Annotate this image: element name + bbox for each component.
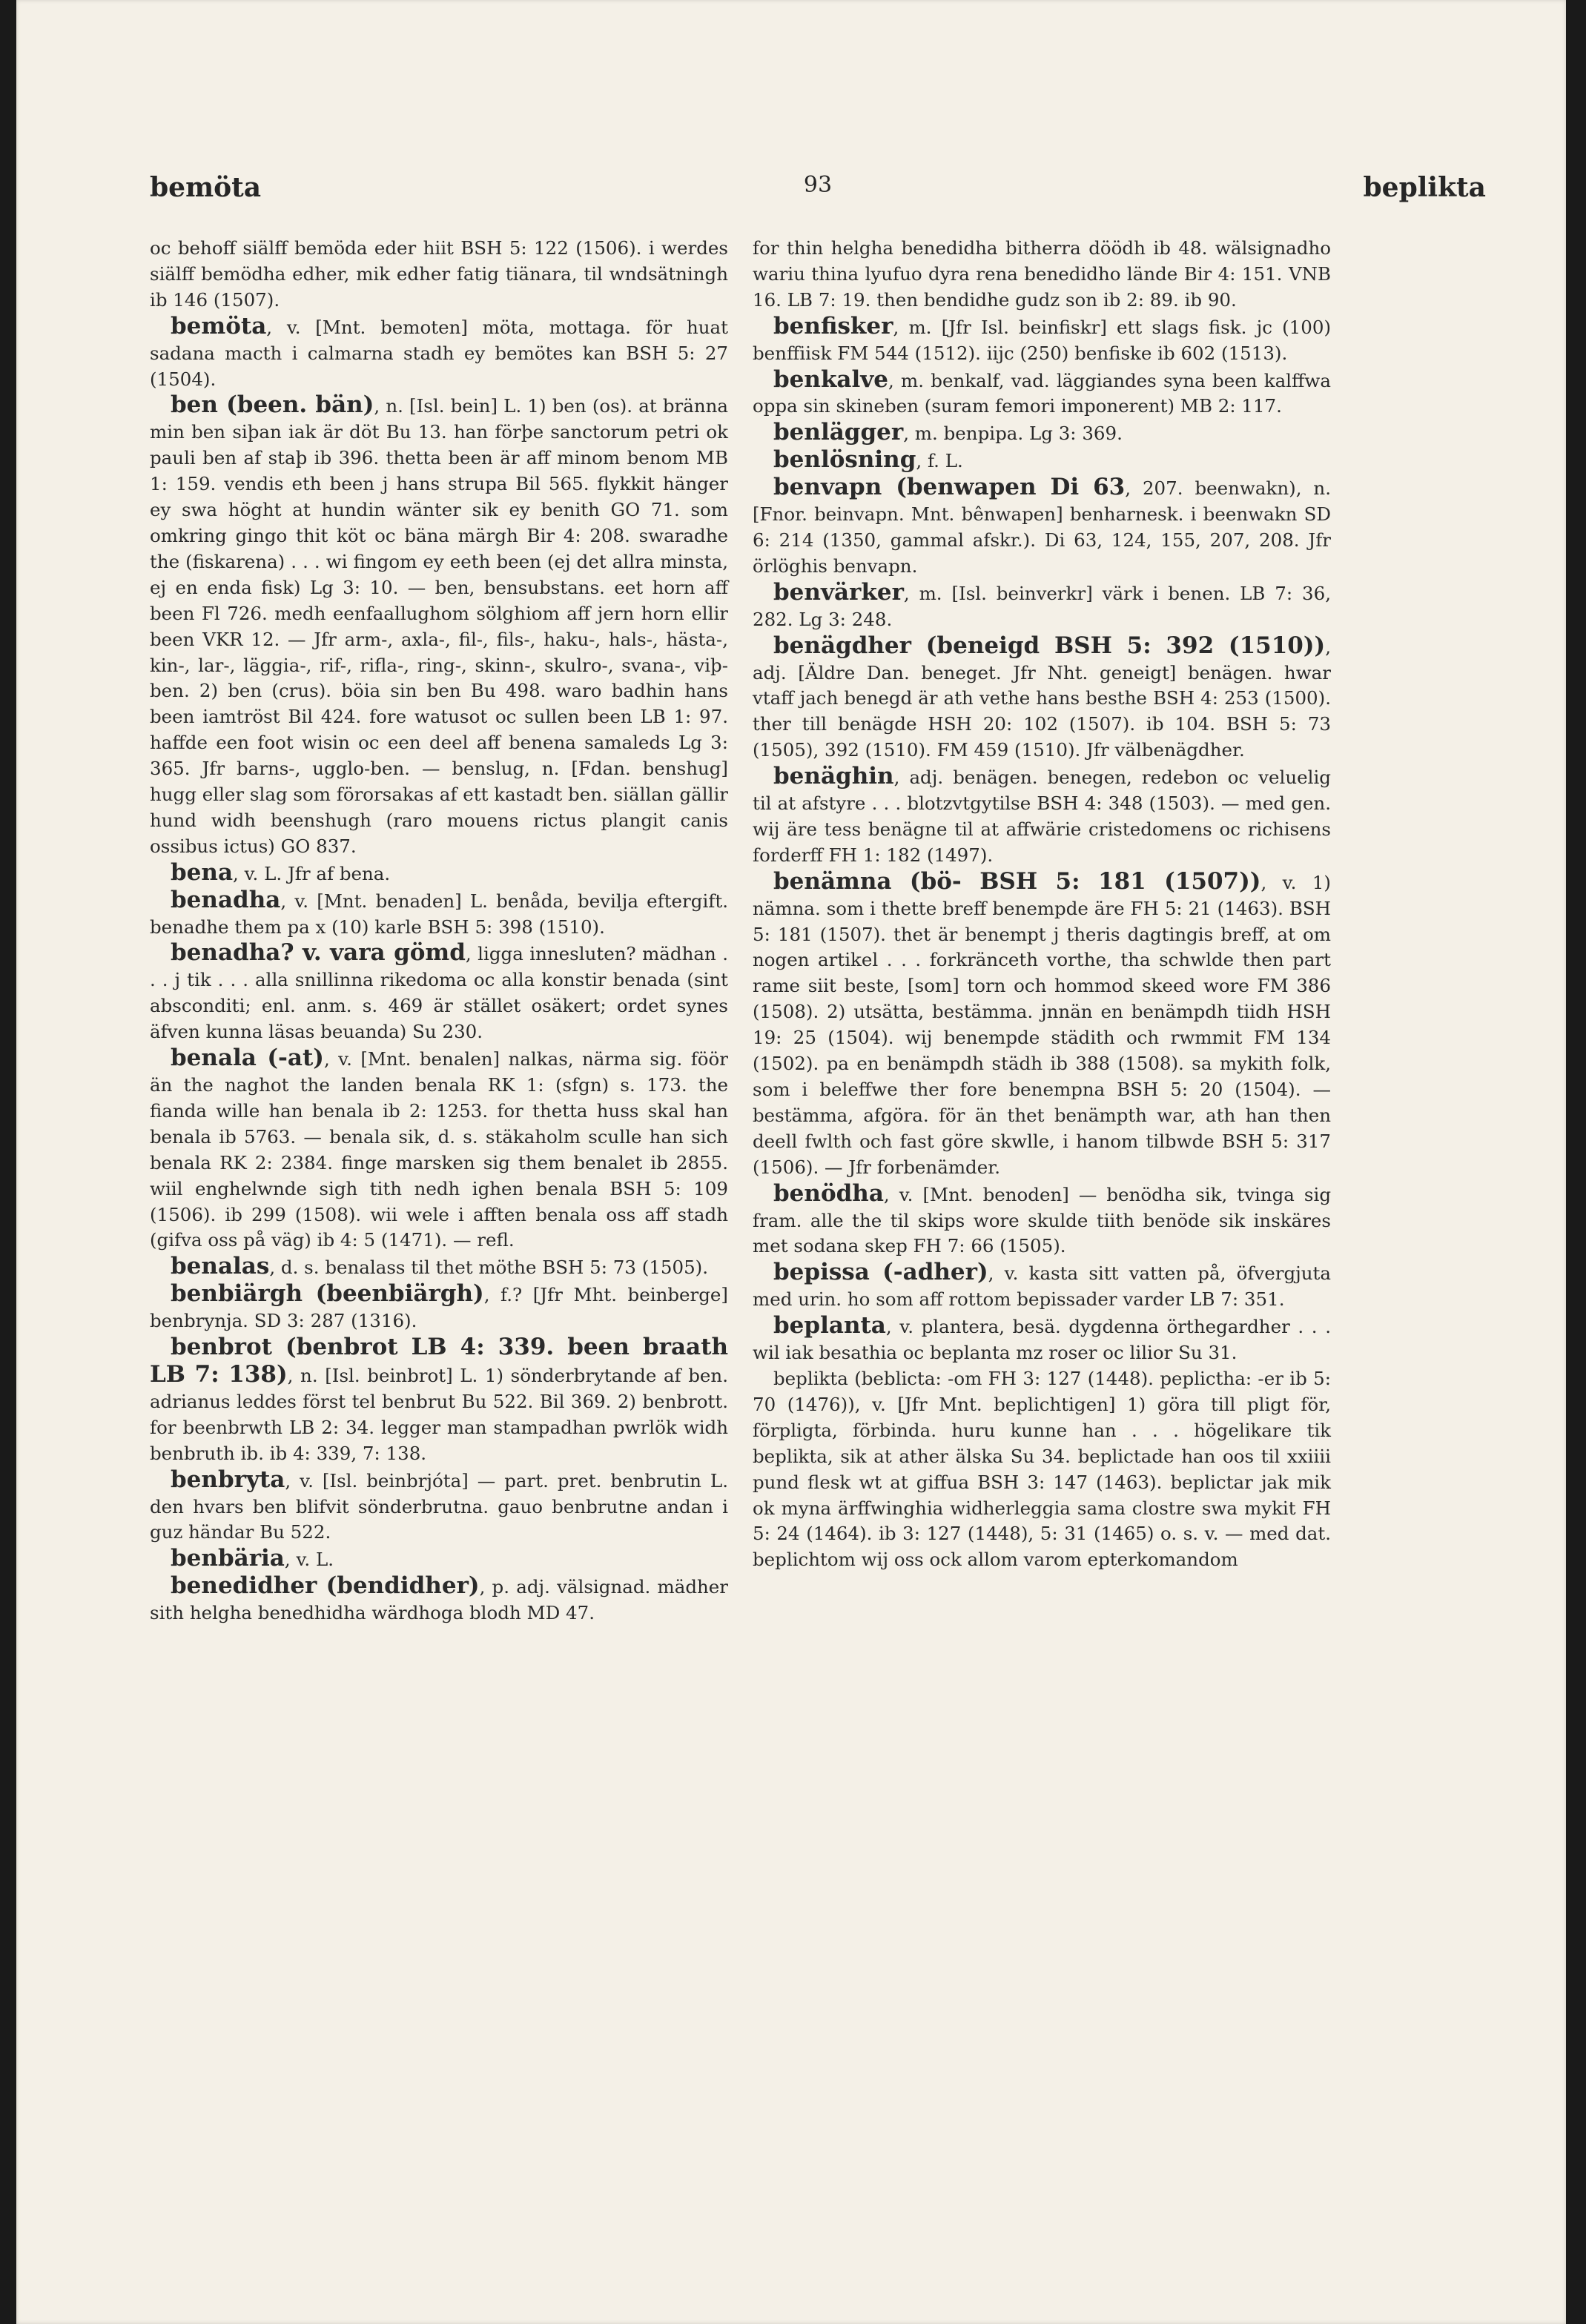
headword: benägdher (beneigd BSH 5: 392 (1510)) bbox=[773, 632, 1326, 659]
entry-beplikta: beplikta (beblicta: -om FH 3: 127 (1448). peplictha: -er ib 5: 70 (1476)), v. [Jfr Mnt. beplichtigen] 1) göra till pligt för, förpligta, förbinda. huru kunne han . . . högelikare tik beplikta, sik at ather älska Su 34. beplictade han oos til xxiiii pund flesk wt at giffua BSH 3: 147 (1463). beplictar jak mik ok myna ärffwinghia widherleggia sama clostre swa mykit FH 5: 24 (1464). ib 3: 127 (1448), 5: 31 (1465) o. s. v. — med dat. beplichtom wij oss ock allom varom epterkomandom bbox=[753, 1367, 1331, 1571]
entry-beplanta: beplanta, v. plantera, besä. dygdenna örthegardher . . . wil iak besathia oc beplanta mz roser oc lilior Su 31. bbox=[753, 1312, 1331, 1364]
headword: benvapn (benwapen Di 63 bbox=[773, 474, 1126, 501]
entry-benlosning: benlösning, f. L. bbox=[773, 446, 963, 474]
left-column bbox=[150, 236, 728, 1626]
entry-benodha: benödha, v. [Mnt. benoden] — benödha sik, tvinga sig fram. alle the til skips wore skulde tiith benöde sik inskäres met sodana skep FH 7: 66 (1505). bbox=[753, 1179, 1331, 1257]
entry-benedidher: benedidher (bendidher), p. adj. välsignad. mädher sith helgha benedhidha wärdhoga blodh MD 47. bbox=[150, 1572, 728, 1624]
headword: bemöta bbox=[171, 312, 267, 340]
entry-benkalve: benkalve, m. benkalf, vad. läggiandes syna been kalffwa oppa sin skineben (suram femori imponerent) MB 2: 117. bbox=[753, 365, 1331, 417]
headword: benlägger bbox=[773, 419, 904, 446]
entry-continuation: oc behoff siälff bemöda eder hiit BSH 5: 122 (1506). i werdes siälff bemödha edher, mik edher fatig tiänara, til wndsätningh ib 146 (1507). bbox=[150, 237, 728, 311]
headword: benalas bbox=[171, 1253, 270, 1280]
headword: benödha bbox=[773, 1179, 884, 1207]
headword: beplanta bbox=[773, 1312, 886, 1340]
entry-bena: bena, v. L. Jfr af bena. bbox=[171, 858, 391, 886]
entry-benamna: benämna (bö- BSH 5: 181 (1507)), v. 1) nämna. som i thette breff benempde äre FH 5: 21 (1463). BSH 5: 181 (1507). thet är benempt j theris dagtingis breff, at om nogen artikel . . . forkränceth vorthe, tha schwlde then part rame siit beste, [som] torn och hommod skeed wore FM 386 (1508). 2) utsätta, bestämma. jnnän en benämpdh tiidh HSH 19: 25 (1504). wij benempde städith och rwmmit FM 134 (1502). pa en benämpdh städh ib 388 (1508). sa mykith folk, som i beleffwe ther fore benempna BSH 5: 20 (1504). — bestämma, afgöra. för än thet benämpth war, ath han then deell fwlth och fast göre skwlle, i hanom tilbwde BSH 5: 317 (1506). — Jfr forbenämder. bbox=[753, 867, 1331, 1178]
entry-bepissa: bepissa (-adher), v. kasta sitt vatten på, öfvergjuta med urin. ho som aff rottom bepissader varder LB 7: 351. bbox=[753, 1259, 1331, 1311]
entry-ben: ben (been. bän), n. [Isl. bein] L. 1) ben (os). at bränna min ben siþan iak är döt Bu 13. han förþe sanctorum petri ok pauli ben af staþ ib 396. thetta been är aff minom benom MB 1: 159. vendis eth been j hans strupa Bil 565. flykkit hänger ey swa höght at hundin wänter sik ey benith GO 71. som omkring gingo thit köt oc bäna märgh Bir 4: 208. swaradhe the (fiskarena) . . . wi fingom ey eeth been (ej det allra minsta, ej en enda fisk) Lg 3: 10. — ben, bensubstans. eet horn aff been Fl 726. medh eenfaallughom sölghiom aff jern horn ellir been VKR 12. — Jfr arm-, axla-, fil-, fils-, haku-, hals-, hästa-, kin-, lar-, läggia-, rif-, rifla-, ring-, skinn-, skulro-, svana-, viþ-ben. 2) ben (crus). böia sin ben Bu 498. waro badhin hans been iamtröst Bil 424. fore watusot oc sullen been LB 1: 97. haffde een foot wisin oc een deel aff benena samaleds Lg 3: 365. Jfr barns-, ugglo-ben. — benslug, n. [Fdan. benshug] hugg eller slag som förorsakas af ett kastadt ben. siällan gällir hund widh beenshugh (raro mouens rictus plangit canis ossibus ictus) GO 837. bbox=[150, 391, 728, 857]
entry-benaghin: benäghin, adj. benägen. benegen, redebon oc veluelig til at afstyre . . . blotzvtgytilse BSH 4: 348 (1503). — med gen. wij äre tess benägne til at affwärie cristedomens oc richisens forderff FH 1: 182 (1497). bbox=[753, 763, 1331, 866]
headword: benadha bbox=[171, 886, 281, 913]
entry-benadha-2: benadha? v. vara gömd, ligga innesluten? mädhan . . . j tik . . . alla snillinna rikedoma oc alla konstir benada (sint absconditi; enl. anm. s. 469 är stället osäkert; ordet synes äfven kunna läsas beuanda) Su 230. bbox=[150, 939, 728, 1043]
entry-benfisker: benfisker, m. [Jfr Isl. beinfiskr] ett slags fisk. jc (100) benffiisk FM 544 (1512). iijc (250) benfiske ib 602 (1513). bbox=[753, 312, 1331, 364]
headword: benvärker bbox=[773, 578, 904, 606]
headword: benlösning bbox=[773, 446, 916, 474]
entry-benagdher: benägdher (beneigd BSH 5: 392 (1510)), adj. [Äldre Dan. beneget. Jfr Nht. geneigt] benägen. hwar vtaff jach benegd är ath vethe hans besthe BSH 4: 253 (1500). ther till benägde HSH 20: 102 (1507). ib 104. BSH 5: 73 (1505), 392 (1510). FM 459 (1510). Jfr välbenägdher. bbox=[753, 632, 1331, 761]
entry-benbaria: benbäria, v. L. bbox=[171, 1545, 334, 1572]
dictionary-page bbox=[16, 0, 1566, 2324]
entry-benvapn: benvapn (benwapen Di 63, 207. beenwakn), n. [Fnor. beinvapn. Mnt. bênwapen] benharnesk. i beenwakn SD 6: 214 (1350, gammal afskr.). Di 63, 124, 155, 207, 208. Jfr örlöghis benvapn. bbox=[753, 474, 1331, 577]
headword: bepissa (-adher) bbox=[773, 1259, 988, 1286]
headword: benala (-at) bbox=[171, 1045, 324, 1072]
header-right-guideword: beplikta bbox=[1363, 172, 1486, 203]
entry-benadha: benadha, v. [Mnt. benaden] L. benåda, bevilja eftergift. benadhe them pa x (10) karle BSH 5: 398 (1510). bbox=[150, 886, 728, 938]
headword: benkalve bbox=[773, 365, 889, 393]
headword: benfisker bbox=[773, 312, 893, 340]
headword: benadha? v. vara gömd bbox=[171, 939, 466, 967]
entry-continuation: for thin helgha benedidha bitherra döödh ib 48. wälsignadho wariu thina lyufuo dyra rena benedidho lände Bir 4: 151. VNB 16. LB 7: 19. then bendidhe gudz son ib 2: 89. ib 90. bbox=[753, 237, 1331, 311]
right-column bbox=[753, 236, 1331, 1573]
entry-benbrot: benbrot (benbrot LB 4: 339. been braath LB 7: 138), n. [Isl. beinbrot] L. 1) sönderbrytande af ben. adrianus leddes först tel benbrut Bu 522. Bil 369. 2) benbrott. for beenbrwth LB 2: 34. legger man stampadhan pwrlök widh benbruth ib. ib 4: 339, 7: 138. bbox=[150, 1334, 728, 1464]
headword: benbryta bbox=[171, 1466, 285, 1493]
entry-benalas: benalas, d. s. benalass til thet möthe BSH 5: 73 (1505). bbox=[171, 1253, 709, 1280]
header-left-guideword: bemöta bbox=[150, 172, 262, 203]
entry-benala: benala (-at), v. [Mnt. benalen] nalkas, närma sig. föör än the naghot the landen benala RK 1: (sfgn) s. 173. the fianda wille han benala ib 2: 1253. for thetta huss skal han benala ib 5763. — benala sik, d. s. stäkaholm sculle han sich benala RK 2: 2384. finge marsken sig them benalet ib 2855. wiil enghelwnde sigh tith nedh ighen benala BSH 5: 109 (1506). ib 299 (1508). wii wele i afften benala oss aff stadh (gifva oss på väg) ib 4: 5 (1471). — refl. bbox=[150, 1045, 728, 1251]
entry-bemota: bemöta, v. [Mnt. bemoten] möta, mottaga. för huat sadana macth i calmarna stadh ey bemötes kan BSH 5: 27 (1504). bbox=[150, 312, 728, 390]
page-number: 93 bbox=[803, 172, 833, 198]
entry-benbiargh: benbiärgh (beenbiärgh), f.? [Jfr Mht. beinberge] benbrynja. SD 3: 287 (1316). bbox=[150, 1280, 728, 1332]
entry-benvarker: benvärker, m. [Isl. beinverkr] värk i benen. LB 7: 36, 282. Lg 3: 248. bbox=[753, 578, 1331, 630]
headword: benbiärgh (beenbiärgh) bbox=[171, 1280, 484, 1308]
headword: benbrot (benbrot LB 4: 339. been braath LB 7: 138) bbox=[150, 1334, 728, 1388]
entry-benlagger: benlägger, m. benpipa. Lg 3: 369. bbox=[773, 419, 1123, 446]
headword: benämna (bö- BSH 5: 181 (1507)) bbox=[773, 867, 1261, 895]
headword: benäghin bbox=[773, 763, 894, 790]
entry-benbryta: benbryta, v. [Isl. beinbrjóta] — part. pret. benbrutin L. den hvars ben blifvit sönderbrutna. gauo benbrutne andan i guz händar Bu 522. bbox=[150, 1466, 728, 1543]
headword: bena bbox=[171, 858, 234, 886]
headword: benbäria bbox=[171, 1545, 285, 1572]
headword: benedidher (bendidher) bbox=[171, 1572, 480, 1600]
page-header bbox=[150, 172, 1486, 216]
headword: ben (been. bän) bbox=[171, 391, 374, 419]
